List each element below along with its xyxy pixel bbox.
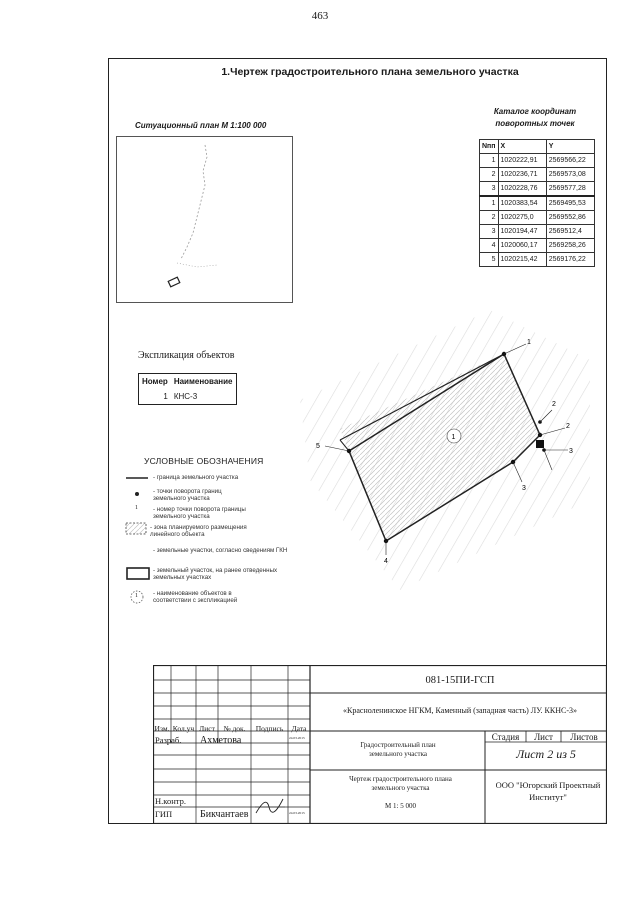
- table-row: [480, 225, 595, 239]
- signature-mark: [253, 795, 287, 819]
- point-label: 3: [522, 485, 526, 492]
- cell-name: КНС-3: [173, 392, 198, 401]
- legend-symbols: [124, 474, 154, 609]
- cell-y: 2569495,53: [546, 196, 594, 211]
- cell-x: 1020215,42: [498, 253, 546, 267]
- cell-n: 2: [480, 211, 499, 225]
- drawing-title: 1.Чертеж градостроительного плана земельного участка: [221, 66, 519, 78]
- cell-n: 3: [480, 225, 499, 239]
- legend-item: - зона планируемого размещения линейного объекта: [150, 524, 247, 538]
- table-row: [480, 211, 595, 225]
- point-label: 2: [552, 401, 556, 408]
- title-block: [153, 665, 607, 824]
- plot-drawing: [290, 300, 600, 600]
- table-header-row: [139, 374, 237, 390]
- point-number-symbol: 1: [135, 505, 138, 511]
- col-header-doc: № док.: [223, 724, 246, 733]
- legend-item: - граница земельного участка: [153, 474, 239, 481]
- table-row: [139, 389, 237, 405]
- cell-x: 1020383,54: [498, 196, 546, 211]
- role-chief-engineer: ГИП: [155, 809, 173, 819]
- cell-y: 2569552,86: [546, 211, 594, 225]
- explication-table: [138, 373, 237, 405]
- explication-title: Экспликация объектов: [138, 350, 235, 361]
- object-number: 1: [451, 434, 456, 441]
- table-header-row: [480, 140, 595, 154]
- cell-number: 1: [163, 392, 168, 401]
- date-developer: 24.03.2015: [289, 736, 305, 740]
- role-developer: Разраб.: [155, 735, 182, 745]
- cell-y: 2569566,22: [546, 154, 594, 168]
- col-header-npp: Nпп: [480, 140, 499, 154]
- organization: ООО "Югорский Проектный Институт": [495, 780, 601, 802]
- col-header-x: X: [498, 140, 546, 154]
- cell-y: 2569577,28: [546, 182, 594, 197]
- project-name: «Красноленинское НГКМ, Каменный (западная часть) ЛУ. ККНС-3»: [343, 706, 577, 715]
- point-label: 3: [569, 448, 573, 455]
- cell-x: 1020228,76: [498, 182, 546, 197]
- col-header-date: Дата: [291, 724, 307, 733]
- developer-name: Ахметова: [200, 735, 242, 746]
- point-label: 4: [384, 558, 388, 565]
- table-row: [480, 196, 595, 211]
- col-header-kol: Кол.уч: [172, 724, 195, 733]
- coordinates-table: [479, 139, 595, 267]
- role-norm-control: Н.контр.: [155, 796, 186, 806]
- date-chief-engineer: 24.03.2015: [289, 811, 305, 815]
- zone-symbol: [126, 523, 146, 534]
- situation-plan-box: [116, 136, 293, 303]
- table-row: [480, 154, 595, 168]
- sheets-header: Листов: [570, 732, 598, 742]
- allotted-plot-symbol: [127, 568, 149, 579]
- legend-title: УСЛОВНЫЕ ОБОЗНАЧЕНИЯ: [144, 456, 264, 466]
- point-label: 5: [316, 443, 320, 450]
- table-row: [480, 253, 595, 267]
- sheet-header: Лист: [534, 732, 553, 742]
- document-title: Градостроительный план земельного участка: [360, 741, 436, 758]
- document-code: 081-15ПИ-ГСП: [425, 675, 495, 686]
- point-label: 1: [527, 339, 531, 346]
- cell-n: 1: [480, 154, 499, 168]
- cell-n: 5: [480, 253, 499, 267]
- cell-y: 2569512,4: [546, 225, 594, 239]
- table-row: [480, 239, 595, 253]
- legend-item: - земельные участки, согласно сведениям ГКН: [153, 547, 288, 554]
- object-number-symbol: 1: [135, 593, 138, 599]
- sheet-number: Лист 2 из 5: [516, 747, 576, 761]
- cell-x: 1020275,0: [498, 211, 546, 225]
- cell-x: 1020060,17: [498, 239, 546, 253]
- cell-y: 2569573,08: [546, 168, 594, 182]
- cell-n: 2: [480, 168, 499, 182]
- catalog-title: Каталог координат поворотных точек: [493, 107, 577, 128]
- object-kns3: [536, 440, 544, 448]
- cell-y: 2569176,22: [546, 253, 594, 267]
- cell-x: 1020236,71: [498, 168, 546, 182]
- stage-header: Стадия: [491, 732, 520, 742]
- legend-item: - номер точки поворота границы земельного участка: [153, 506, 246, 520]
- situation-plan-label: Ситуационный план М 1:100 000: [135, 121, 267, 130]
- point-label: 2: [566, 423, 570, 430]
- col-header-number: Номер: [142, 377, 168, 386]
- cell-n: 4: [480, 239, 499, 253]
- table-row: [480, 168, 595, 182]
- page-number: 463: [311, 10, 329, 22]
- table-row: [480, 182, 595, 197]
- turn-point-symbol: [135, 492, 139, 496]
- scale: М 1: 5 000: [385, 802, 416, 810]
- cell-x: 1020222,91: [498, 154, 546, 168]
- col-header-list: Лист: [199, 724, 215, 733]
- cell-y: 2569258,26: [546, 239, 594, 253]
- cell-n: 1: [480, 196, 499, 211]
- col-header-y: Y: [546, 140, 594, 154]
- col-header-name: Наименование: [173, 377, 233, 386]
- legend-item: - земельный участок, на ранее отведенных земельных участках: [153, 567, 278, 581]
- legend-item: - точки поворота границ земельного участка: [153, 488, 222, 502]
- chief-engineer-name: Бикчантаев: [200, 809, 249, 820]
- cell-x: 1020194,47: [498, 225, 546, 239]
- cell-n: 3: [480, 182, 499, 197]
- col-header-izm: Изм.: [154, 724, 170, 733]
- col-header-sign: Подпись: [255, 724, 284, 733]
- legend-item: - наименование объектов в соответствии с экспликацией: [153, 590, 238, 604]
- situation-plan-map: [117, 137, 292, 302]
- drawing-caption: Чертеж градостроительного плана земельного участка: [349, 775, 452, 792]
